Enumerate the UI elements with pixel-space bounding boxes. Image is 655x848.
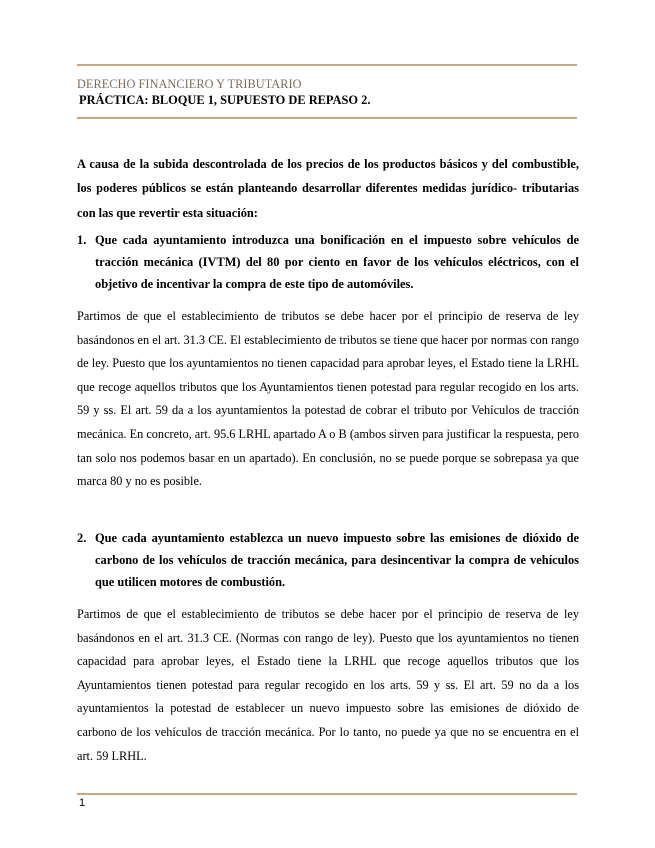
footer-rule — [77, 793, 577, 795]
question-2-number: 2. — [77, 531, 87, 545]
header-top-rule — [77, 64, 577, 66]
question-2 — [77, 527, 579, 593]
header-bottom-rule — [77, 117, 577, 119]
question-2-text: Que cada ayuntamiento establezca un nuevo impuesto sobre las emisiones de dióxido de carbono de los vehículos de tracción mecánica, para desincentivar la compra de vehículos que utilicen motores de combustión. — [95, 531, 579, 589]
intro-paragraph: A causa de la subida descontrolada de los precios de los productos básicos y del combustible, los poderes públicos se están planteando desarrollar diferentes medidas jurídico- tributarias con las que revertir esta situación: — [77, 157, 579, 220]
document-title: PRÁCTICA: BLOQUE 1, SUPUESTO DE REPASO 2. — [79, 93, 371, 107]
question-1-number: 1. — [77, 233, 87, 247]
answer-1-paragraph: Partimos de que el establecimiento de tributos se debe hacer por el principio de reserva de ley basándonos en el art. 31.3 CE. El establecimiento de tributos se tiene que hacer por normas con rango de ley. Puesto que los ayuntamientos no tienen capacidad para aprobar leyes, el Estado tiene la LRHL que recoge aquellos tributos que los Ayuntamientos tienen potestad para regular recogido en los arts. 59 y ss. El art. 59 da a los ayuntamientos la potestad de cobrar el tributo por Vehículos de tracción mecánica. En concreto, art. 95.6 LRHL apartado A o B (ambos sirven para justificar la respuesta, pero tan solo nos podemos basar en un apartado). En conclusión, no se puede porque se sobrepasa ya que marca 80 y no es posible. — [77, 309, 579, 489]
document-subject: DERECHO FINANCIERO Y TRIBUTARIO — [77, 77, 302, 91]
page-number: 1 — [79, 797, 86, 809]
question-1-text: Que cada ayuntamiento introduzca una bonificación en el impuesto sobre vehículos de tracción mecánica (IVTM) del 80 por ciento en favor de los vehículos eléctricos, con el objetivo de incentivar la compra de este tipo de automóviles. — [95, 233, 579, 291]
answer-2-paragraph: Partimos de que el establecimiento de tributos se debe hacer por el principio de reserva de ley basándonos en el art. 31.3 CE. (Normas con rango de ley). Puesto que los ayuntamientos no tienen capacidad para aprobar leyes, el Estado tiene la LRHL que recoge aquellos tributos que los Ayuntamientos tienen potestad para regular recogido en los arts. 59 y ss. El art. 59 no da a los ayuntamientos la potestad de establecer un nuevo impuesto sobre las emisiones de dióxido de carbono de los vehículos de tracción mecánica. Por lo tanto, no puede ya que no se encuentra en el art. 59 LRHL. — [77, 607, 579, 763]
question-1 — [77, 229, 579, 295]
